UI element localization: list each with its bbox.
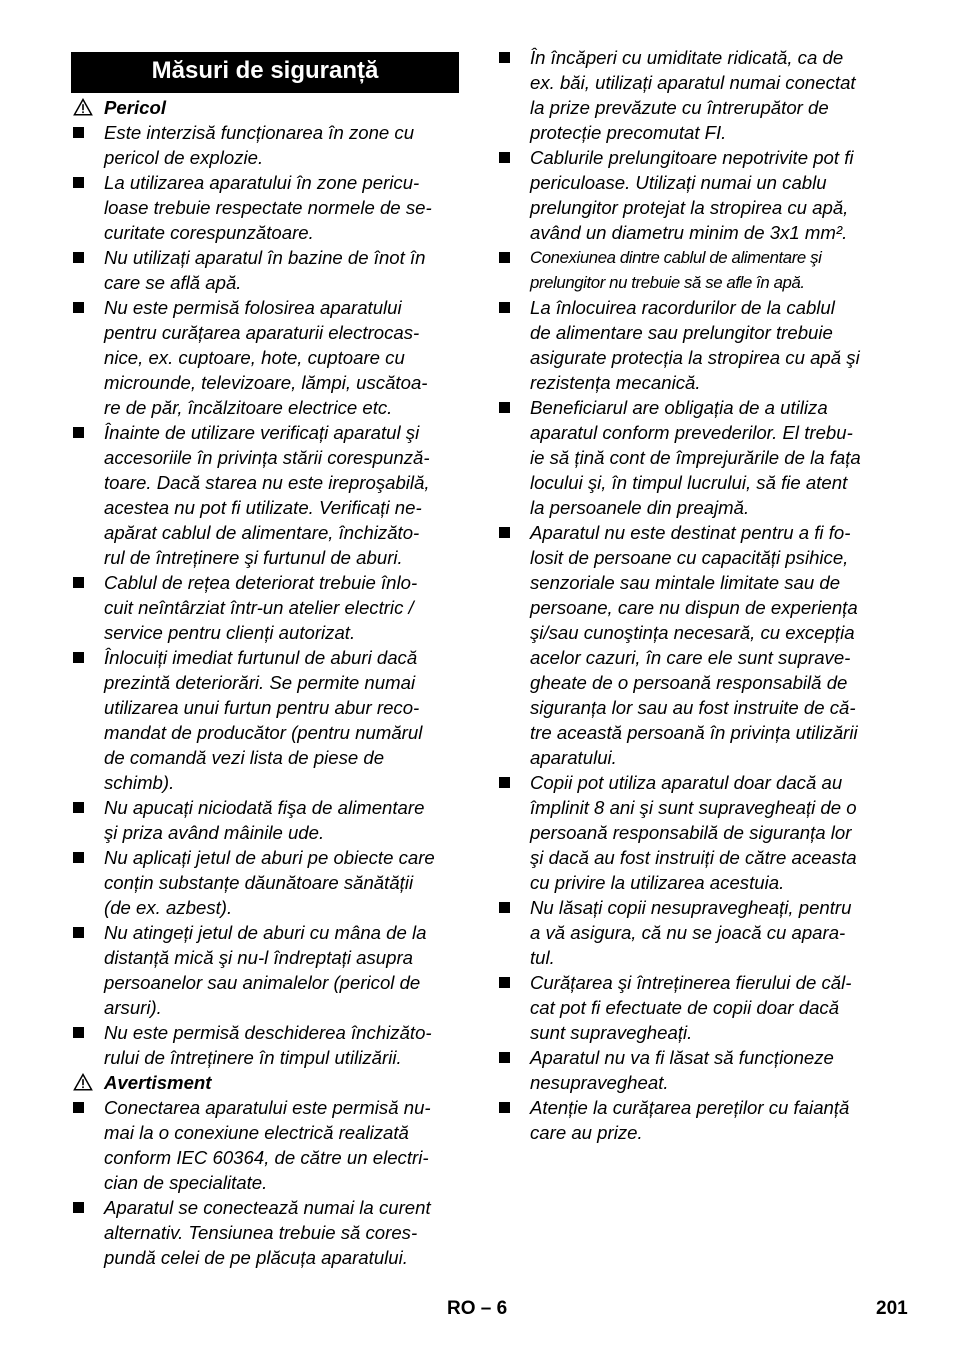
square-bullet-icon: [73, 1027, 84, 1038]
warning-list-right: [497, 45, 887, 1145]
square-bullet-icon: [499, 527, 510, 538]
warning-heading: [71, 1070, 459, 1095]
square-bullet-icon: [73, 802, 84, 813]
list-item: Înlocuiți imediat furtunul de aburi dacă prezintă deteriorări. Se permite numai utilizarea unui furtun pentru abur reco- mandat de producător (pentru numărul de comandă vezi lista de piese de schimb).: [71, 645, 459, 795]
square-bullet-icon: [73, 127, 84, 138]
square-bullet-icon: [499, 1052, 510, 1063]
square-bullet-icon: [73, 302, 84, 313]
warning-list-left: [71, 1095, 459, 1270]
list-item: Beneficiarul are obligația de a utiliza aparatul conform prevederilor. El trebu- ie să țină cont de împrejurările de la fața locului şi, în timpul lucrului, să fie atent la persoanele din preajmă.: [497, 395, 887, 520]
footer-section-label: RO – 6: [447, 1298, 508, 1319]
list-item: Nu apucați niciodată fişa de alimentare şi priza având mâinile ude.: [71, 795, 459, 845]
left-column: [71, 52, 459, 1270]
square-bullet-icon: [73, 577, 84, 588]
danger-heading: [71, 95, 459, 120]
list-item: Nu aplicați jetul de aburi pe obiecte care conțin substanțe dăunătoare sănătății (de ex. azbest).: [71, 845, 459, 920]
square-bullet-icon: [73, 927, 84, 938]
list-item: Înainte de utilizare verificați aparatul şi accesoriile în privința stării corespunză- toare. Dacă starea nu este ireproşabilă, acestea nu pot fi utilizate. Verificați ne- apărat cablul de alimentare, închizăto- rul de întreținere şi furtunul de aburi.: [71, 420, 459, 570]
list-item: Conexiunea dintre cablul de alimentare şi prelungitor nu trebuie să se afle în apă.: [497, 245, 887, 295]
section-title: Măsuri de siguranță: [71, 52, 459, 93]
warning-triangle-icon: [73, 1073, 93, 1091]
list-item: Aparatul nu va fi lăsat să funcționeze nesupravegheat.: [497, 1045, 887, 1095]
square-bullet-icon: [499, 152, 510, 163]
square-bullet-icon: [73, 427, 84, 438]
list-item: La înlocuirea racordurilor de la cablul de alimentare sau prelungitor trebuie asigurate protecția la stropirea cu apă şi rezistența mecanică.: [497, 295, 887, 395]
square-bullet-icon: [499, 252, 510, 263]
square-bullet-icon: [499, 777, 510, 788]
square-bullet-icon: [73, 1202, 84, 1213]
danger-list: [71, 120, 459, 1070]
square-bullet-icon: [73, 252, 84, 263]
list-item: Cablul de rețea deteriorat trebuie înlo- cuit neîntârziat într-un atelier electric / service pentru clienți autorizat.: [71, 570, 459, 645]
list-item: Nu este permisă deschiderea închizăto- rului de întreținere în timpul utilizării.: [71, 1020, 459, 1070]
list-item: Aparatul nu este destinat pentru a fi fo- losit de persoane cu capacități psihice, senzoriale sau mintale limitate sau de persoane, care nu dispun de experiența şi/sau cunoştința necesară, cu excepția acelor cazuri, în care ele sunt suprave- gheate de o persoană responsabilă de siguranța lor sau au fost instruite de că- tre această persoană în privința utilizării aparatului.: [497, 520, 887, 770]
square-bullet-icon: [499, 52, 510, 63]
list-item: Conectarea aparatului este permisă nu- mai la o conexiune electrică realizată conform IEC 60364, de către un electri- cian de specialitate.: [71, 1095, 459, 1195]
warning-label: Avertisment: [104, 1072, 212, 1093]
square-bullet-icon: [73, 652, 84, 663]
list-item: Este interzisă funcționarea în zone cu pericol de explozie.: [71, 120, 459, 170]
square-bullet-icon: [73, 852, 84, 863]
list-item: Atenție la curățarea pereților cu faianță care au prize.: [497, 1095, 887, 1145]
square-bullet-icon: [73, 177, 84, 188]
list-item: Copii pot utiliza aparatul doar dacă au împlinit 8 ani şi sunt supravegheați de o persoană responsabilă de siguranța lor şi dacă au fost instruiți de către aceasta cu privire la utilizarea acestuia.: [497, 770, 887, 895]
list-item: Nu utilizați aparatul în bazine de înot în care se află apă.: [71, 245, 459, 295]
right-column: [497, 45, 887, 1145]
square-bullet-icon: [73, 1102, 84, 1113]
danger-label: Pericol: [104, 97, 167, 118]
square-bullet-icon: [499, 977, 510, 988]
list-item: La utilizarea aparatului în zone pericu- loase trebuie respectate normele de se- curitate corespunzătoare.: [71, 170, 459, 245]
list-item: Nu lăsați copii nesupravegheați, pentru a vă asigura, că nu se joacă cu apara- tul.: [497, 895, 887, 970]
list-item: Nu este permisă folosirea aparatului pentru curățarea aparaturii electrocas- nice, ex. cuptoare, hote, cuptoare cu microunde, televizoare, lămpi, uscătoa- re de păr, încălzitoare electrice etc.: [71, 295, 459, 420]
warning-triangle-icon: [73, 98, 93, 116]
square-bullet-icon: [499, 1102, 510, 1113]
list-item: Curățarea şi întreținerea fierului de căl- cat pot fi efectuate de copii doar dacă sunt supravegheați.: [497, 970, 887, 1045]
square-bullet-icon: [499, 302, 510, 313]
page-number: 201: [876, 1298, 908, 1319]
list-item: În încăperi cu umiditate ridicată, ca de ex. băi, utilizați aparatul numai conectat la prize prevăzute cu întrerupător de protecție precomutat FI.: [497, 45, 887, 145]
list-item: Nu atingeți jetul de aburi cu mâna de la distanță mică şi nu-l îndreptați asupra persoanelor sau animalelor (pericol de arsuri).: [71, 920, 459, 1020]
square-bullet-icon: [499, 402, 510, 413]
list-item: Cablurile prelungitoare nepotrivite pot fi periculoase. Utilizați numai un cablu prelungitor protejat la stropirea cu apă, având un diametru minim de 3x1 mm².: [497, 145, 887, 245]
list-item: Aparatul se conectează numai la curent alternativ. Tensiunea trebuie să cores- pundă celei de pe plăcuța aparatului.: [71, 1195, 459, 1270]
square-bullet-icon: [499, 902, 510, 913]
